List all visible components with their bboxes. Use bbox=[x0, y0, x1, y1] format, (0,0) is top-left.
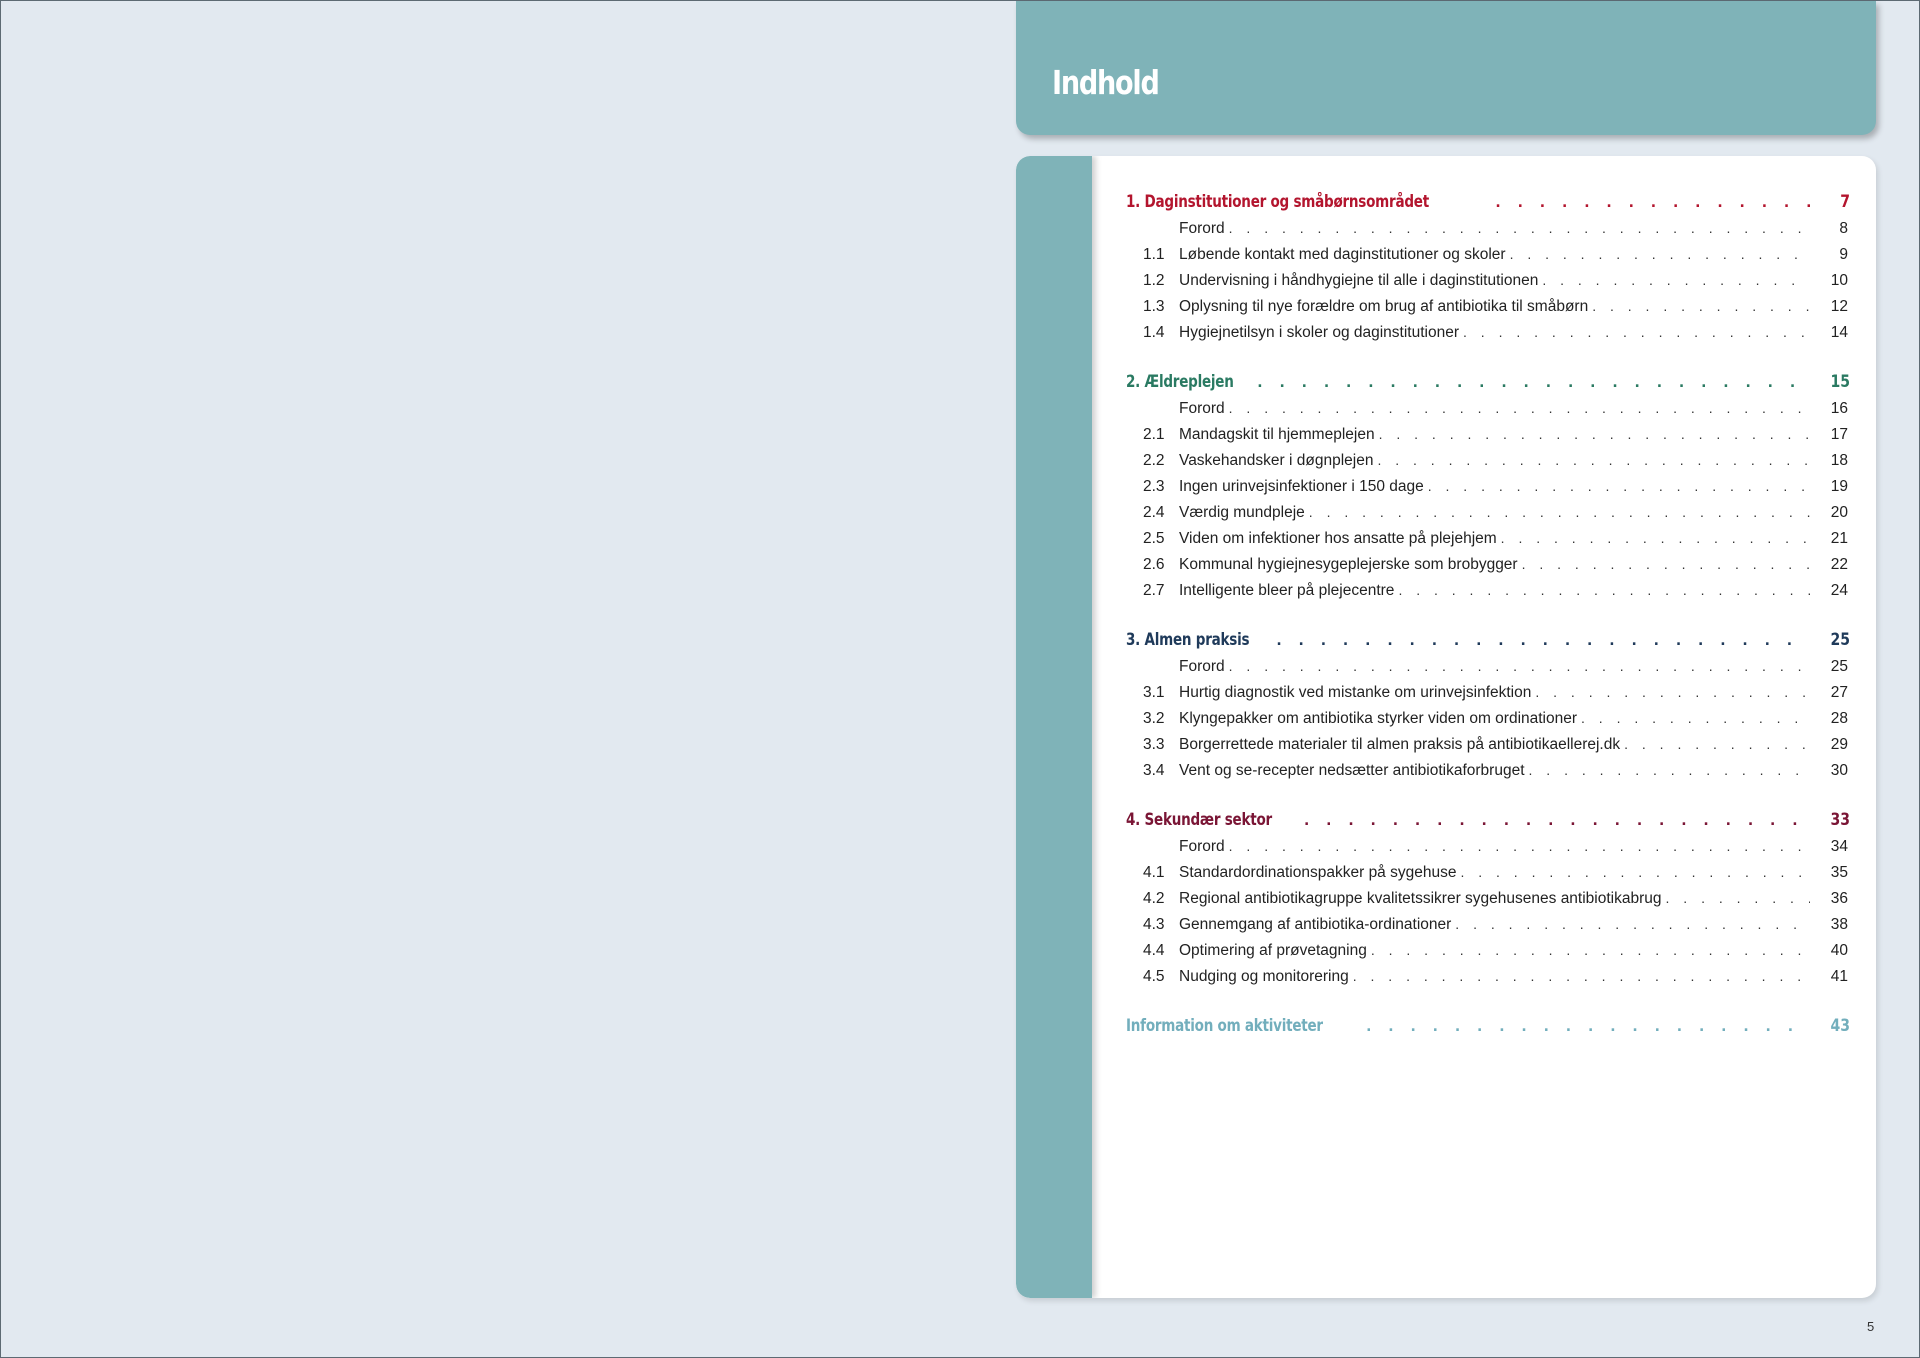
toc-entry-page: 30 bbox=[1830, 762, 1848, 779]
toc-entry-page: 20 bbox=[1830, 504, 1848, 521]
toc-entry[interactable] bbox=[1126, 220, 1850, 246]
toc-entry-page: 36 bbox=[1830, 890, 1848, 907]
toc-entry-number: 4.5 bbox=[1143, 968, 1165, 985]
toc-entry-label: Forord bbox=[1179, 400, 1225, 417]
toc-entry-label: Undervisning i håndhygiejne til alle i daginstitutionen bbox=[1179, 272, 1539, 289]
toc-section-title: 4. Sekundær sektor bbox=[1126, 810, 1272, 829]
toc-section-page: 7 bbox=[1840, 192, 1850, 211]
toc-entry-page: 8 bbox=[1839, 220, 1848, 237]
toc-dot-leader bbox=[1366, 1019, 1810, 1035]
toc-section-heading[interactable] bbox=[1126, 372, 1850, 400]
toc-side-strip bbox=[1016, 156, 1092, 1298]
toc-dot-leader bbox=[1460, 864, 1810, 880]
toc-dot-leader bbox=[1542, 272, 1810, 288]
toc-entry[interactable] bbox=[1126, 272, 1850, 298]
toc-entry-page: 19 bbox=[1830, 478, 1848, 495]
toc-section-title: Information om aktiviteter bbox=[1126, 1016, 1323, 1035]
toc-entry-label: Viden om infektioner hos ansatte på plejehjem bbox=[1179, 530, 1497, 547]
toc-entry[interactable] bbox=[1126, 452, 1850, 478]
toc-dot-leader bbox=[1304, 813, 1810, 829]
toc-section-page: 33 bbox=[1830, 810, 1850, 829]
toc-entry[interactable] bbox=[1126, 504, 1850, 530]
toc-dot-leader bbox=[1529, 762, 1810, 778]
toc-entry-page: 29 bbox=[1830, 736, 1848, 753]
toc-entry-number: 4.2 bbox=[1143, 890, 1165, 907]
toc-entry[interactable] bbox=[1126, 658, 1850, 684]
toc-entry-number: 3.3 bbox=[1143, 736, 1165, 753]
header-bar bbox=[1016, 1, 1876, 135]
toc-entry[interactable] bbox=[1126, 838, 1850, 864]
toc-dot-leader bbox=[1276, 633, 1810, 649]
toc-entry-label: Regional antibiotikagruppe kvalitetssikrer sygehusenes antibiotikabrug bbox=[1179, 890, 1662, 907]
toc-entry-page: 28 bbox=[1830, 710, 1848, 727]
toc-entry-number: 2.6 bbox=[1143, 556, 1165, 573]
toc-entry-number: 2.7 bbox=[1143, 582, 1165, 599]
toc-dot-leader bbox=[1455, 916, 1810, 932]
toc-entry-page: 17 bbox=[1830, 426, 1848, 443]
toc-dot-leader bbox=[1371, 942, 1810, 958]
toc-entry-label: Kommunal hygiejnesygeplejerske som brobygger bbox=[1179, 556, 1518, 573]
toc-section-heading[interactable] bbox=[1126, 630, 1850, 658]
toc-entry-label: Klyngepakker om antibiotika styrker viden om ordinationer bbox=[1179, 710, 1578, 727]
toc-entry-label: Gennemgang af antibiotika-ordinationer bbox=[1179, 916, 1452, 933]
toc-entry-number: 4.3 bbox=[1143, 916, 1165, 933]
toc-entry[interactable] bbox=[1126, 968, 1850, 994]
page-number: 5 bbox=[1867, 1319, 1875, 1334]
toc-entry[interactable] bbox=[1126, 426, 1850, 452]
toc-entry-number: 1.3 bbox=[1143, 298, 1165, 315]
toc-entry-number: 2.2 bbox=[1143, 452, 1165, 469]
toc-entry[interactable] bbox=[1126, 890, 1850, 916]
toc-entry-label: Oplysning til nye forældre om brug af antibiotika til småbørn bbox=[1179, 298, 1589, 315]
toc-section-page: 25 bbox=[1830, 630, 1850, 649]
toc-entry-label: Forord bbox=[1179, 658, 1225, 675]
toc-entry-label: Vent og se-recepter nedsætter antibiotikaforbruget bbox=[1179, 762, 1525, 779]
toc-entry-label: Optimering af prøvetagning bbox=[1179, 942, 1367, 959]
toc-entry-label: Borgerrettede materialer til almen praksis på antibiotikaellerej.dk bbox=[1179, 736, 1621, 753]
toc-dot-leader bbox=[1229, 220, 1810, 236]
toc-entry-page: 24 bbox=[1830, 582, 1848, 599]
toc-entry-number: 1.4 bbox=[1143, 324, 1165, 341]
toc-dot-leader bbox=[1510, 246, 1810, 262]
toc-entry-page: 14 bbox=[1830, 324, 1848, 341]
toc-dot-leader bbox=[1229, 838, 1810, 854]
toc-section-title: 1. Daginstitutioner og småbørnsområdet bbox=[1126, 192, 1429, 211]
toc-entry-number: 2.3 bbox=[1143, 478, 1165, 495]
toc-entry-page: 35 bbox=[1830, 864, 1848, 881]
toc-dot-leader bbox=[1495, 195, 1810, 211]
toc-entry-label: Værdig mundpleje bbox=[1179, 504, 1305, 521]
page-title: Indhold bbox=[1052, 63, 1159, 102]
toc-section-heading[interactable] bbox=[1126, 192, 1850, 220]
toc-entry[interactable] bbox=[1126, 736, 1850, 762]
table-of-contents bbox=[1016, 156, 1876, 1298]
toc-dot-leader bbox=[1353, 968, 1810, 984]
toc-section-page: 15 bbox=[1830, 372, 1850, 391]
toc-entry-label: Hygiejnetilsyn i skoler og daginstitutioner bbox=[1179, 324, 1460, 341]
toc-dot-leader bbox=[1309, 504, 1810, 520]
toc-entry-number: 1.2 bbox=[1143, 272, 1165, 289]
toc-entry[interactable] bbox=[1126, 246, 1850, 272]
toc-entry-number: 2.4 bbox=[1143, 504, 1165, 521]
toc-dot-leader bbox=[1535, 684, 1810, 700]
toc-entry-page: 21 bbox=[1830, 530, 1848, 547]
toc-section-heading[interactable] bbox=[1126, 810, 1850, 838]
toc-entry-number: 4.4 bbox=[1143, 942, 1165, 959]
toc-list bbox=[1126, 192, 1850, 1044]
toc-entry-number: 4.1 bbox=[1143, 864, 1165, 881]
toc-entry-label: Ingen urinvejsinfektioner i 150 dage bbox=[1179, 478, 1424, 495]
toc-entry-page: 38 bbox=[1830, 916, 1848, 933]
toc-entry-label: Mandagskit til hjemmeplejen bbox=[1179, 426, 1375, 443]
toc-dot-leader bbox=[1501, 530, 1810, 546]
toc-entry[interactable] bbox=[1126, 916, 1850, 942]
toc-entry-label: Hurtig diagnostik ved mistanke om urinvejsinfektion bbox=[1179, 684, 1532, 701]
toc-dot-leader bbox=[1463, 324, 1810, 340]
toc-dot-leader bbox=[1398, 582, 1810, 598]
toc-dot-leader bbox=[1592, 298, 1810, 314]
toc-entry-label: Standardordinationspakker på sygehuse bbox=[1179, 864, 1457, 881]
toc-entry-page: 10 bbox=[1830, 272, 1848, 289]
toc-entry-page: 22 bbox=[1830, 556, 1848, 573]
toc-entry[interactable] bbox=[1126, 942, 1850, 968]
toc-entry[interactable] bbox=[1126, 684, 1850, 710]
toc-entry-page: 41 bbox=[1830, 968, 1848, 985]
toc-entry-page: 9 bbox=[1839, 246, 1848, 263]
toc-dot-leader bbox=[1581, 710, 1810, 726]
toc-entry-number: 3.1 bbox=[1143, 684, 1165, 701]
toc-entry-number: 3.2 bbox=[1143, 710, 1165, 727]
toc-entry-label: Intelligente bleer på plejecentre bbox=[1179, 582, 1395, 599]
toc-entry[interactable] bbox=[1126, 556, 1850, 582]
toc-dot-leader bbox=[1229, 658, 1810, 674]
toc-entry-page: 27 bbox=[1830, 684, 1848, 701]
toc-section-page: 43 bbox=[1830, 1016, 1850, 1035]
toc-entry-page: 40 bbox=[1830, 942, 1848, 959]
toc-entry-label: Forord bbox=[1179, 220, 1225, 237]
toc-entry-page: 34 bbox=[1830, 838, 1848, 855]
toc-entry-label: Nudging og monitorering bbox=[1179, 968, 1349, 985]
toc-dot-leader bbox=[1624, 736, 1810, 752]
toc-dot-leader bbox=[1229, 400, 1810, 416]
toc-section-heading[interactable] bbox=[1126, 1016, 1850, 1044]
toc-entry[interactable] bbox=[1126, 762, 1850, 788]
toc-entry-label: Løbende kontakt med daginstitutioner og skoler bbox=[1179, 246, 1506, 263]
toc-dot-leader bbox=[1428, 478, 1810, 494]
toc-dot-leader bbox=[1522, 556, 1810, 572]
toc-entry[interactable] bbox=[1126, 582, 1850, 608]
toc-dot-leader bbox=[1257, 375, 1810, 391]
toc-entry-number: 3.4 bbox=[1143, 762, 1165, 779]
toc-entry-number: 1.1 bbox=[1143, 246, 1165, 263]
toc-entry-number: 2.1 bbox=[1143, 426, 1165, 443]
toc-entry-page: 16 bbox=[1830, 400, 1848, 417]
toc-entry[interactable] bbox=[1126, 478, 1850, 504]
toc-entry-label: Forord bbox=[1179, 838, 1225, 855]
toc-dot-leader bbox=[1377, 452, 1810, 468]
toc-entry[interactable] bbox=[1126, 710, 1850, 736]
toc-entry[interactable] bbox=[1126, 400, 1850, 426]
toc-entry[interactable] bbox=[1126, 324, 1850, 350]
toc-dot-leader bbox=[1379, 426, 1810, 442]
toc-dot-leader bbox=[1666, 890, 1810, 906]
toc-entry-page: 25 bbox=[1830, 658, 1848, 675]
document-page bbox=[1, 1, 1919, 1357]
toc-entry[interactable] bbox=[1126, 298, 1850, 324]
toc-entry-page: 12 bbox=[1830, 298, 1848, 315]
toc-section-title: 2. Ældreplejen bbox=[1126, 372, 1234, 391]
toc-entry[interactable] bbox=[1126, 530, 1850, 556]
toc-entry[interactable] bbox=[1126, 864, 1850, 890]
toc-section-title: 3. Almen praksis bbox=[1126, 630, 1250, 649]
toc-entry-page: 18 bbox=[1830, 452, 1848, 469]
toc-entry-number: 2.5 bbox=[1143, 530, 1165, 547]
toc-entry-label: Vaskehandsker i døgnplejen bbox=[1179, 452, 1374, 469]
